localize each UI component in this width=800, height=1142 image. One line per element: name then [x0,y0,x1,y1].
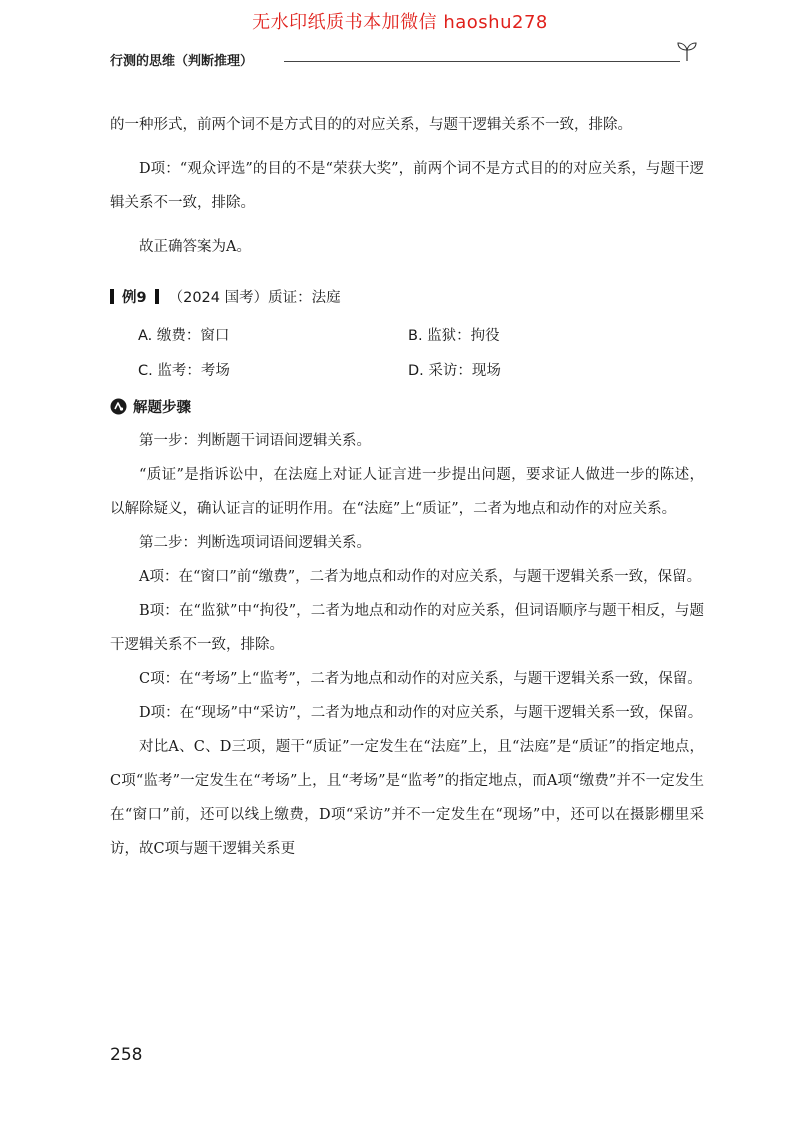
paragraph: A项：在“窗口”前“缴费”，二者为地点和动作的对应关系，与题干逻辑关系一致，保留。 [139,569,702,585]
paragraph: B项：在“监狱”中“拘役”，二者为地点和动作的对应关系，但词语顺序与题干相反，与题干逻辑关系不一致，排除。 [110,603,704,653]
example-heading [110,286,341,307]
paragraph: 的一种形式，前两个词不是方式目的的对应关系，与题干逻辑关系不一致，排除。 [110,117,632,133]
header-rule [284,61,680,62]
option-d: D. 采访：现场 [408,363,501,379]
solution-heading-label: 解题步骤 [133,400,191,416]
paragraph: “质证”是指诉讼中，在法庭上对证人证言进一步提出问题，要求证人做进一步的陈述，以解除疑义，确认证言的证明作用。在“法庭”上“质证”，二者为地点和动作的对应关系。 [110,467,704,517]
paragraph: 第二步：判断选项词语间逻辑关系。 [139,535,371,551]
solution-steps [110,424,704,866]
page-number: 258 [110,1045,143,1065]
watermark-text: 无水印纸质书本加微信 haoshu278 [252,12,548,33]
solution-steps-icon [110,398,127,415]
running-header-title: 行测的思维（判断推理） [110,54,254,69]
paragraph: C项：在“考场”上“监考”，二者为地点和动作的对应关系，与题干逻辑关系一致，保留。 [139,671,702,687]
answer-statement: 故正确答案为A。 [139,239,251,255]
option-b: B. 监狱：拘役 [408,328,500,344]
example-question: 质证：法庭 [268,290,341,306]
sprout-icon [676,38,698,62]
option-a: A. 缴费：窗口 [138,328,230,344]
example-right-bar [155,289,159,304]
example-source: （2024 国考） [168,290,269,306]
solution-heading [110,396,191,417]
paragraph: 对比A、C、D三项，题干“质证”一定发生在“法庭”上，且“法庭”是“质证”的指定地点，C项“监考”一定发生在“考场”上，且“考场”是“监考”的指定地点，而A项“缴费”并不一定发生在“窗口”前，还可以线上缴费，D项“采访”并不一定发生在“现场”中，还可以在摄影棚里采访，故C项与题干逻辑关系更 [110,739,704,857]
continued-explanation [110,108,704,264]
example-left-bar [110,289,114,304]
paragraph: D项：“观众评选”的目的不是“荣获大奖”，前两个词不是方式目的的对应关系，与题干逻辑关系不一致，排除。 [110,161,704,211]
paragraph: D项：在“现场”中“采访”，二者为地点和动作的对应关系，与题干逻辑关系一致，保留。 [139,705,703,721]
paragraph: 第一步：判断题干词语间逻辑关系。 [139,433,371,449]
option-c: C. 监考：考场 [138,363,230,379]
example-label: 例9 [122,290,147,306]
